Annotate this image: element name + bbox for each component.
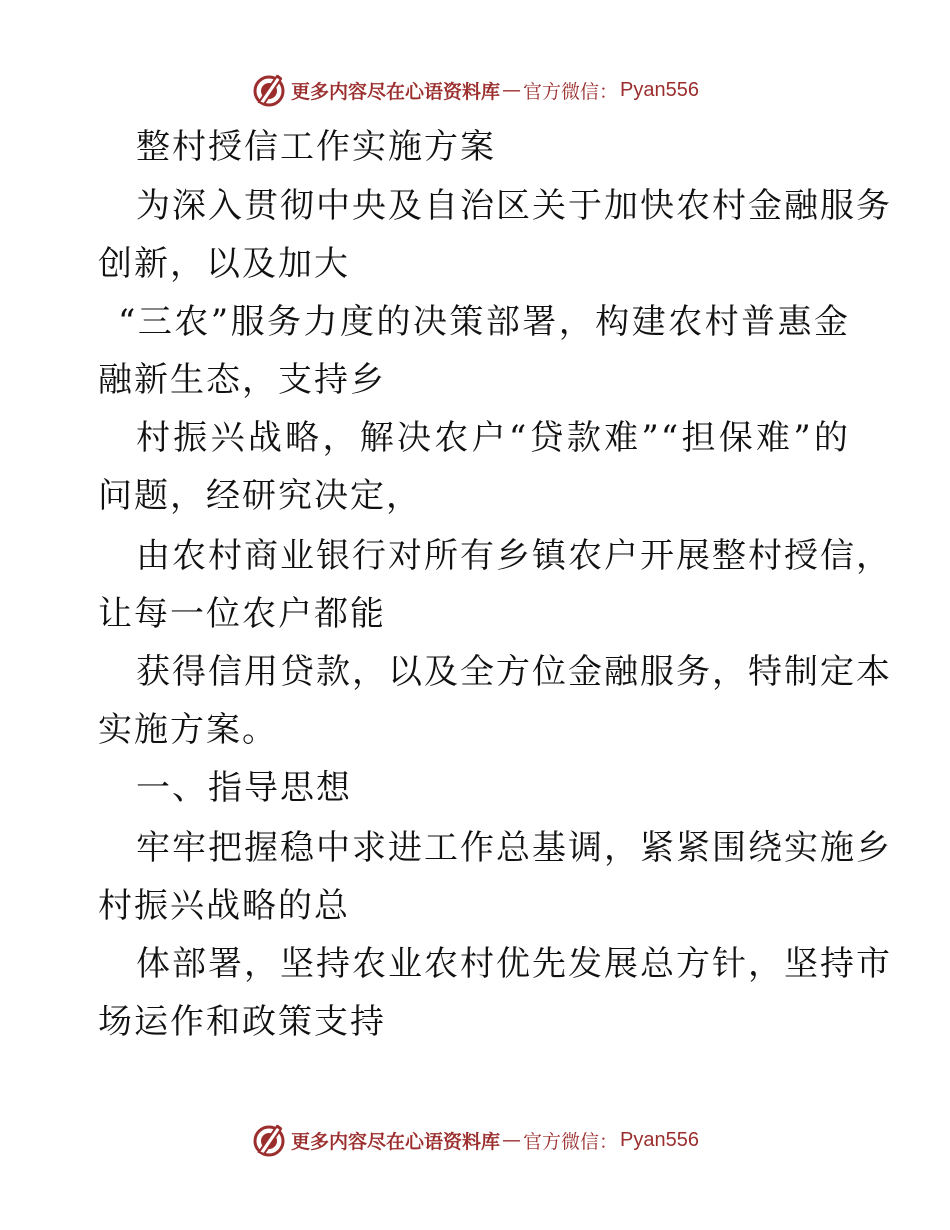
banner-wechat-id: Pyan556 [620, 78, 699, 101]
pen-seal-icon [251, 72, 287, 108]
paragraph-line: 让每一位农户都能 [98, 594, 386, 634]
paragraph-line: 创新，以及加大 [98, 244, 350, 284]
paragraph-line: “三农”服务力度的决策部署，构建农村普惠金 [118, 302, 850, 342]
banner-title: 更多内容尽在心语资料库 [291, 1130, 501, 1153]
banner-title: 更多内容尽在心语资料库 [291, 80, 501, 103]
footer-banner [0, 1120, 950, 1160]
banner-wechat-id: Pyan556 [620, 1128, 699, 1151]
paragraph-line: 村振兴战略，解决农户“贷款难”“担保难”的 [136, 418, 850, 458]
pen-seal-icon [251, 1122, 287, 1158]
paragraph-line: 村振兴战略的总 [98, 886, 350, 926]
paragraph-line: 由农村商业银行对所有乡镇农户开展整村授信， [136, 536, 892, 576]
paragraph-line: 融新生态，支持乡 [98, 360, 386, 400]
banner-wechat-label: 官方微信： [523, 80, 619, 103]
banner-separator: — [502, 1129, 522, 1151]
banner-separator: — [502, 79, 522, 101]
paragraph-line: 牢牢把握稳中求进工作总基调，紧紧围绕实施乡 [136, 828, 892, 868]
header-banner [0, 70, 950, 110]
paragraph-line: 场运作和政策支持 [98, 1002, 386, 1042]
paragraph-line: 为深入贯彻中央及自治区关于加快农村金融服务 [136, 186, 892, 226]
section-heading: 一、指导思想 [136, 768, 352, 808]
paragraph-line: 获得信用贷款，以及全方位金融服务，特制定本 [136, 652, 892, 692]
paragraph-line: 实施方案。 [98, 710, 278, 750]
document-title: 整村授信工作实施方案 [136, 127, 496, 167]
paragraph-line: 问题，经研究决定， [98, 476, 422, 516]
banner-wechat-label: 官方微信： [523, 1130, 619, 1153]
paragraph-line: 体部署，坚持农业农村优先发展总方针，坚持市 [136, 944, 892, 984]
